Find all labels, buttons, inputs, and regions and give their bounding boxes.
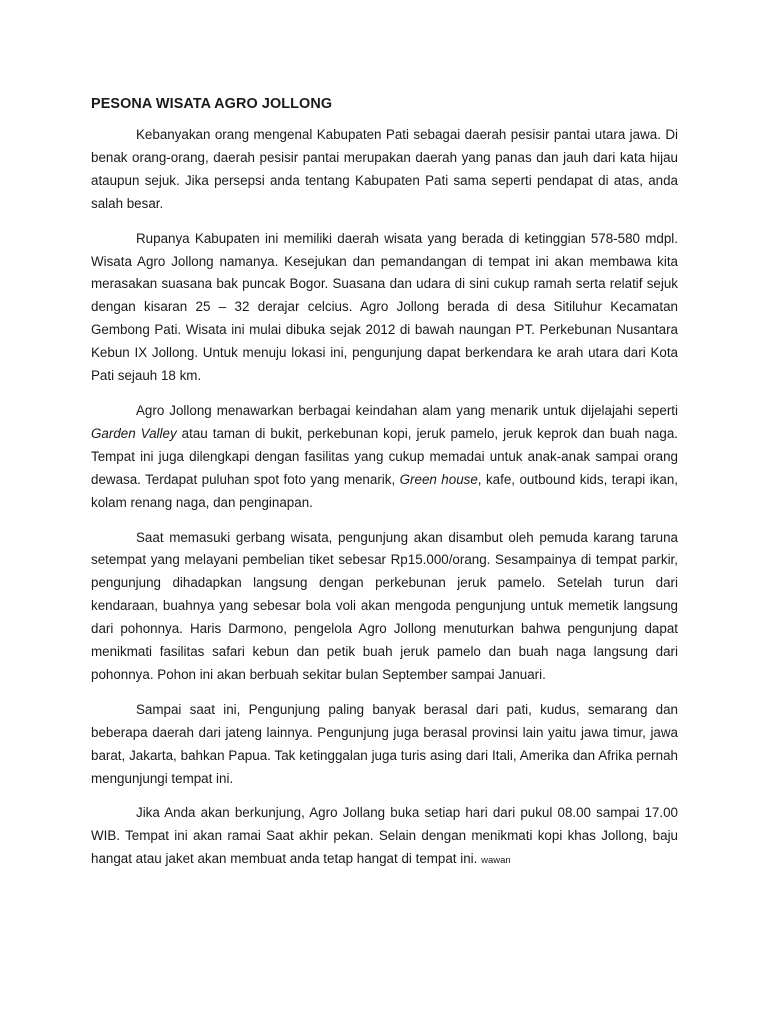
paragraph-4: Saat memasuki gerbang wisata, pengunjung akan disambut oleh pemuda karang taruna setempat yang melayani pembelian tiket sebesar Rp15.000/orang. Sesampainya di tempat parkir, pengunjung dihadapkan langsung dengan perkebunan jeruk pamelo. Setelah turun dari kendaraan, buahnya yang sebesar bola voli akan mengoda pengunjung untuk memetik langsung dari pohonnya. Haris Darmono, pengelola Agro Jollong menuturkan bahwa pengunjung dapat menikmati fasilitas safari kebun dan petik buah jeruk pamelo dan buah naga langsung dari pohonnya. Pohon ini akan berbuah sekitar bulan September sampai Januari. [91, 529, 678, 682]
paragraph-3-text-c: , kafe, outbound kids, terapi ikan, kolam renang naga, dan penginapan. [91, 471, 678, 510]
paragraph-3-italic-green-house: Green house [399, 471, 478, 487]
paragraph-5: Sampai saat ini, Pengunjung paling banyak berasal dari pati, kudus, semarang dan beberapa daerah dari jateng lainnya. Pengunjung juga berasal provinsi lain yaitu jawa timur, jawa barat, Jakarta, bahkan Papua. Tak ketinggalan juga turis asing dari Itali, Amerika dan Afrika pernah mengunjungi tempat ini. [91, 701, 678, 786]
paragraph-6 [91, 802, 678, 873]
paragraph-2: Rupanya Kabupaten ini memiliki daerah wisata yang berada di ketinggian 578-580 mdpl. Wisata Agro Jollong namanya. Kesejukan dan pemandangan di tempat ini akan membawa kita merasakan suasana bak puncak Bogor. Suasana dan udara di sini cukup ramah serta relatif sejuk dengan kisaran 25 – 32 derajar celcius. Agro Jollong berada di desa Sitiluhur Kecamatan Gembong Pati. Wisata ini mulai dibuka sejak 2012 di bawah naungan PT. Perkebunan Nusantara Kebun IX Jollong. Untuk menuju lokasi ini, pengunjung dapat berkendara ke arah utara dari Kota Pati sejauh 18 km. [91, 230, 678, 384]
article-title: PESONA WISATA AGRO JOLLONG [91, 96, 333, 112]
paragraph-6-text: Jika Anda akan berkunjung, Agro Jollang buka setiap hari dari pukul 08.00 sampai 17.00 WIB. Tempat ini akan ramai Saat akhir pekan. Selain dengan menikmati kopi khas Jollong, baju hangat atau jaket akan membuat anda tetap hangat di tempat ini. [91, 805, 678, 867]
paragraph-3-text-b: atau taman di bukit, perkebunan kopi, jeruk pamelo, jeruk keprok dan buah naga. Tempat ini juga dilengkapi dengan fasilitas yang cukup memadai untuk anak-anak sampai orang dewasa. Terdapat puluhan spot foto yang menarik, [91, 425, 679, 487]
author-signature: wawan [481, 855, 511, 867]
paragraph-3-italic-garden-valley: Garden Valley [91, 425, 177, 441]
paragraph-1: Kebanyakan orang mengenal Kabupaten Pati sebagai daerah pesisir pantai utara jawa. Di benak orang-orang, daerah pesisir pantai merupakan daerah yang panas dan jauh dari kata hijau ataupun sejuk. Jika persepsi anda tentang Kabupaten Pati sama seperti pendapat di atas, anda salah besar. [91, 127, 678, 211]
paragraph-3-text-a: Agro Jollong menawarkan berbagai keindahan alam yang menarik untuk dijelajahi seperti [136, 402, 678, 418]
paragraph-3 [91, 400, 678, 515]
article-body [91, 94, 678, 885]
